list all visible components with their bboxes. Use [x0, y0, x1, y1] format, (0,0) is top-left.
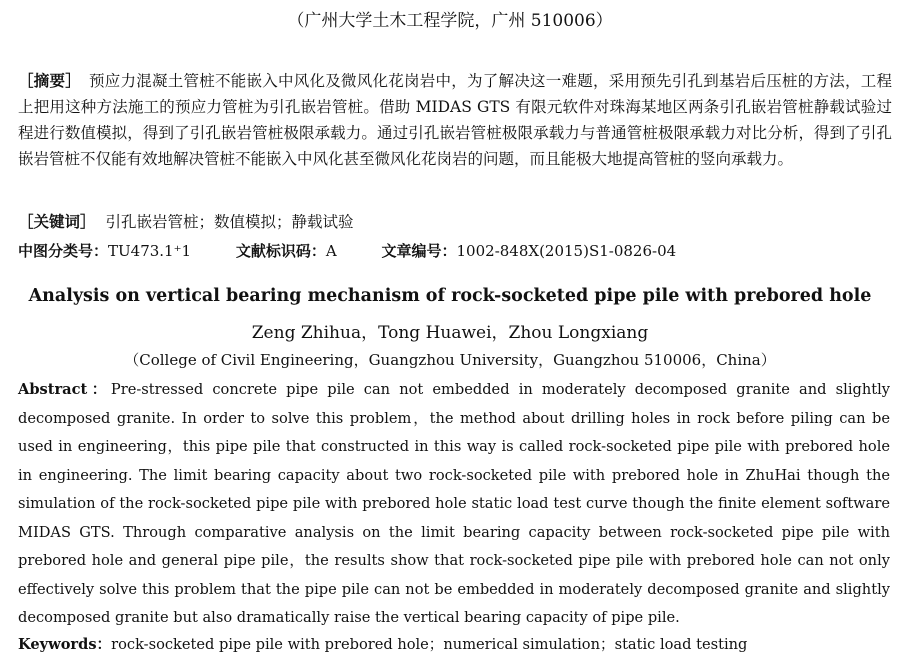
chinese-keywords-label: ［关键词］: [18, 212, 96, 231]
english-authors: Zeng Zhihua，Tong Huawei，Zhou Longxiang: [251, 323, 649, 343]
english-keywords: [18, 633, 747, 654]
clc-value: TU473.1⁺1: [108, 242, 192, 260]
document-code: [236, 242, 337, 260]
article-number-label: 文章编号：: [381, 242, 457, 260]
english-abstract: [18, 376, 890, 633]
document-code-value: A: [325, 242, 337, 260]
document-code-label: 文献标识码：: [235, 242, 326, 260]
chinese-keywords: [18, 210, 354, 232]
english-title: Analysis on vertical bearing mechanism of rock-socketed pipe pile with prebored hole: [28, 286, 872, 306]
english-affiliation: （College of Civil Engineering，Guangzhou University，Guangzhou 510006，China）: [124, 351, 776, 369]
chinese-abstract: [18, 68, 892, 172]
english-keywords-label: Keywords：: [18, 636, 112, 653]
chinese-affiliation: （广州大学土木工程学院，广州 510006）: [287, 11, 613, 31]
english-keywords-text: rock-socketed pipe pile with prebored hole；numerical simulation；static load testing: [111, 636, 748, 653]
classification-line: [18, 240, 716, 261]
english-abstract-text: Pre-stressed concrete pipe pile can not embedded in moderately decomposed granite and slightly decomposed granite. In order to solve this problem，the method about drilling holes in rock before piling can be used in engineering，this pipe pile that constructed in this way is called rock-socketed pipe pile with prebored hole in engineering. The limit bearing capacity about two rock-socketed pile with prebored hole in ZhuHai though the simulation of the rock-socketed pipe pile with prebored hole static load test curve though the finite element software MIDAS GTS. Through comparative analysis on the limit bearing capacity between rock-socketed pipe pile with prebored hole and general pipe pile，the results show that rock-socketed pipe pile with prebored hole can not only effectively solve this problem that the pipe pile can not be embedded in moderately decomposed granite and slightly decomposed granite but also dramatically raise the vertical bearing capacity of pipe pile.: [18, 381, 891, 626]
article-number: [382, 242, 677, 260]
article-number-value: 1002-848X(2015)S1-0826-04: [456, 242, 677, 260]
english-abstract-label: Abstract：: [18, 381, 111, 398]
clc-number: [18, 242, 191, 260]
chinese-keywords-text: 引孔嵌岩管桩；数值模拟；静载试验: [105, 213, 354, 231]
chinese-abstract-text: 预应力混凝土管桩不能嵌入中风化及微风化花岗岩中，为了解决这一难题，采用预先引孔到基岩后压桩的方法，工程上把用这种方法施工的预应力管桩为引孔嵌岩管桩。借助 MIDAS GTS 有限元软件对珠海某地区两条引孔嵌岩管桩静载试验过程进行数值模拟，得到了引孔嵌岩管桩极限承载力。通过引孔嵌岩管桩极限承载力与普通管桩极限承载力对比分析，得到了引孔嵌岩管桩不仅能有效地解决管桩不能嵌入中风化甚至微风化花岗岩的问题，而且能极大地提高管桩的竖向承载力。: [18, 72, 892, 168]
clc-label: 中图分类号：: [18, 242, 109, 260]
chinese-abstract-label: ［摘要］: [18, 71, 81, 90]
